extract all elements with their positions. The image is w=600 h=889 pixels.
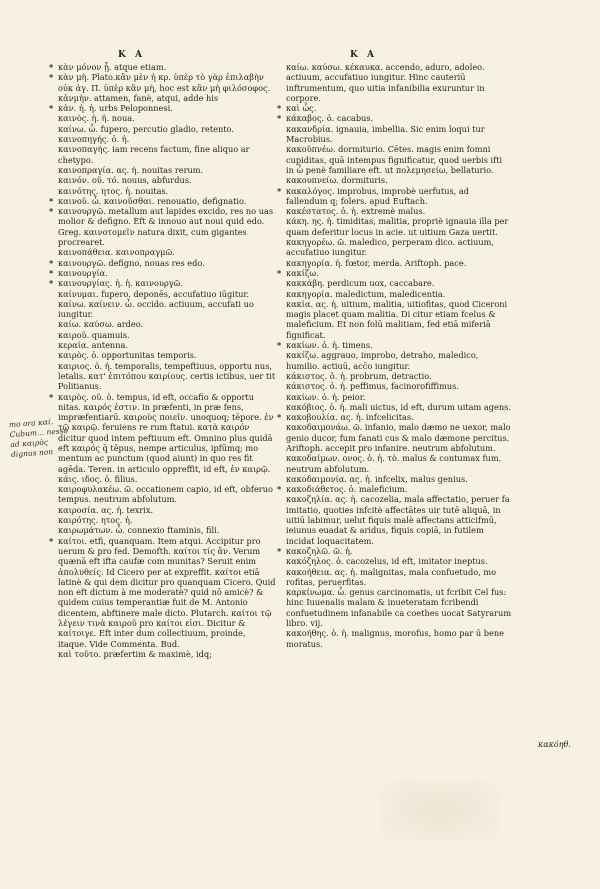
dictionary-entry — [286, 402, 512, 412]
dictionary-entry — [49, 391, 276, 474]
entry-text: κακοβουλία. ας. ἡ. infcelicitas. — [286, 412, 414, 423]
entry-text: κακίζω. — [286, 267, 319, 278]
dictionary-entry — [58, 319, 276, 329]
asterisk-marker: * — [277, 103, 282, 114]
entry-text: κακοδαιμονία. ας. ἡ. infcelix, malus genius. — [286, 473, 468, 484]
entry-text: καινοπαγής. iam recens factum, fine aliquo ar chetypo. — [58, 144, 250, 165]
entry-text: κάκη. ης. ἡ. timiditas, malitia, propriè ignauia illa per quam deferitur locus in acie. ut uitium Gaza uertit. — [286, 216, 509, 237]
entry-text: καίνω. καίνειν. ὦ. occido. actiuum, accufati uo iungitur. — [58, 298, 254, 320]
entry-text: κακηγορία. ἡ. fœtor, merda. Ariftoph. pace. — [286, 257, 467, 268]
dictionary-entry — [277, 412, 512, 423]
entry-text: κακκάβη. perdicum uox, caccabare. — [286, 278, 435, 289]
entry-text: καινουργῶ. defigno, nouas res edo. — [58, 257, 205, 268]
dictionary-entry — [277, 103, 512, 114]
entry-text: κακίων. ὁ. ἡ. timens. — [286, 340, 373, 351]
entry-text: κακανδρία. ignauia, imbellia. Sic enim loqui tur Macrobius. — [286, 123, 485, 145]
asterisk-marker: * — [49, 103, 54, 114]
entry-text: κάκιστος. ὁ. ἡ. peffimus, facinorofiffimus. — [286, 381, 459, 392]
entry-text: κακοϋπνέω. dormiturio. Cētes. magis enim fomni cupiditas, quā intempus fignificatur, quod uerbis ifti in ὦ penè familiare eft. ut πολεμησείω, bellaturio. — [286, 144, 503, 175]
dictionary-entry — [277, 185, 512, 207]
dictionary-entry — [58, 299, 276, 320]
entry-text: κἀνμὴν. attamen, fanè, atqui, adde his — [58, 92, 219, 103]
asterisk-marker: * — [277, 267, 282, 278]
dictionary-entry — [58, 113, 276, 123]
entry-text: κακαλόγος. improbus, improbè uerfutus, ad fallendum q; folers. apud Euftach. — [286, 185, 469, 206]
dictionary-entry — [286, 628, 512, 649]
dictionary-entry — [58, 350, 276, 360]
dictionary-entry — [286, 237, 512, 258]
dictionary-entry — [49, 62, 276, 72]
entry-text: κἀν. ἡ. ἡ. urbs Peloponnesi. — [58, 103, 173, 114]
dictionary-entry — [58, 484, 276, 505]
entry-text: καιρὸς. ὁ. opportunitas temporis. — [58, 350, 197, 361]
entry-text: καινὸς. ἡ. ἡ. noua. — [58, 113, 135, 124]
entry-text: καρκίνωμα. ὦ. genus carcinomatis, ut fcribit Cel fus: hinc Iuuenalis malam & inueteratam fcribendi confuetudinem infanabile ca coethes uocat Satyrarum libro. vij. — [286, 587, 512, 629]
entry-text: κακοδαίμων. ονος. ὁ. ἡ. τὸ. malus & contumax fum. neutrum abfolutum. — [286, 453, 502, 474]
dictionary-entry — [58, 165, 276, 175]
dictionary-entry — [277, 267, 512, 278]
dictionary-entry — [58, 505, 276, 515]
entry-text: κακοζηλῶ. ῶ. ἡ. — [286, 545, 353, 556]
entry-text: κακίων. ὁ. ἡ. peior. — [286, 391, 366, 402]
dictionary-entry — [286, 216, 512, 237]
entry-text: καιρωμάτων. ὦ. connexio ftaminis, fili. — [58, 525, 220, 536]
dictionary-entry — [286, 62, 512, 103]
entry-text: κάκιστος. ὁ. ἡ. probrum, detractio. — [286, 370, 432, 381]
asterisk-marker: * — [49, 195, 54, 206]
dictionary-entry — [58, 649, 276, 659]
asterisk-marker: * — [277, 185, 282, 196]
entry-text: καινοπραγία. ας. ἡ. nouitas rerum. — [58, 164, 204, 175]
asterisk-marker: * — [49, 72, 54, 83]
entry-text: καίνυμαι. fupero. deponēs, accufatiuo iūgitur. — [58, 288, 250, 299]
entry-text: καὶ τοῦτο. præfertim & maximè, idq; — [58, 648, 212, 659]
dictionary-entry — [58, 515, 276, 525]
entry-text: καίω. καύσω. ardeo. — [58, 319, 144, 330]
dictionary-entry — [49, 535, 276, 649]
entry-text: κακοήθης. ὁ. ἡ. malignus, morofus, homo par ū bene moratus. — [286, 628, 505, 649]
dictionary-entry — [286, 381, 512, 391]
dictionary-entry — [277, 113, 512, 124]
asterisk-marker: * — [277, 340, 282, 351]
entry-text: κακουπνείω. dormituris. — [286, 175, 388, 186]
dictionary-entry — [286, 144, 512, 175]
asterisk-marker: * — [49, 206, 54, 217]
dictionary-entry — [286, 278, 512, 288]
entry-text: καινοῦ. ὦ. καινοῦσθαι. renouatio, defignatio. — [58, 195, 247, 206]
dictionary-entry — [286, 494, 512, 545]
dictionary-entry — [277, 545, 512, 556]
entry-text: κακοδιάθετος. ὁ. maleficium. — [286, 484, 408, 495]
dictionary-entry — [58, 525, 276, 535]
dictionary-entry — [286, 474, 512, 484]
dictionary-entry — [58, 144, 276, 165]
dictionary-entry — [58, 289, 276, 299]
entry-text: καίτοι. etfi, quanquam. Item atqui. Accipitur pro uerum & pro fed. Demofth. καίτοι τίς ἂν. Verum quænā eft ifta caufæ com munitas? Seruit enim ἀπολυθείς. Id Cicero per at expreffit. καίτοι etiā latinè & qui dem dicitur pro quanquam Cicero. Quid non eft dictum à me moderatè? quid nō amicè? & quidem cuius temperantiæ fuit de M. Antonio dicentem, abftinere male dicto. Plutarch. καίτοι τῷ λέγειν τινὰ καιροῦ pro καίτοι εἰσι. Dicitur & καίτοιγε. Eft inter dum collectiuum, proinde, itaque. Vide Commenta. Bud. — [58, 535, 276, 649]
dictionary-entry — [286, 299, 512, 340]
asterisk-marker: * — [277, 484, 282, 495]
entry-text: καινουργίας. ἡ. ἡ. καινουργῶ. — [58, 278, 183, 289]
dictionary-entry — [286, 567, 512, 588]
paper-stain — [380, 780, 500, 840]
entry-text: καιροφυλακέω. ῶ. occationem capio, id eft, obferuo tempus. neutrum abfolutum. — [58, 484, 273, 505]
entry-text: κακηγορία. maledictum, maledicentia. — [286, 288, 446, 299]
dictionary-entry — [49, 278, 276, 289]
asterisk-marker: * — [49, 267, 54, 278]
entry-text: κάις. ιδος. ὁ. filius. — [58, 473, 138, 484]
dictionary-entry — [286, 258, 512, 268]
asterisk-marker: * — [49, 257, 54, 268]
asterisk-marker: * — [277, 113, 282, 124]
entry-text: κακόζηλος. ὁ. cacozelus, id eft, imitator ineptus. — [286, 556, 488, 567]
entry-text: καιριος. ὁ. ἡ. temporalis, tempeftiuus, opportu nus, letalis. κατ' ἐπιτόπου καιρίους. certis ictibus, uer tit Politianus. — [58, 360, 276, 392]
left-column — [49, 62, 276, 659]
entry-text: καινόν. οῦ. τό. nouus, abfurdus. — [58, 175, 192, 186]
catchword: κακόηθ. — [538, 740, 571, 749]
entry-text: καιροῦ. quamuis. — [58, 329, 130, 340]
entry-text: κακοήθεια. ας. ἡ. malignitas, mala confuetudo, mo rofitas, peruerfitas. — [286, 566, 497, 587]
dictionary-entry — [277, 484, 512, 495]
dictionary-entry — [58, 330, 276, 340]
dictionary-entry — [49, 257, 276, 268]
dictionary-entry — [286, 350, 512, 371]
entry-text: καὶ ὧς. — [286, 103, 317, 114]
entry-text: καίνω. ὦ. fupero, percutio gladio, retento. — [58, 123, 234, 134]
dictionary-entry — [58, 93, 276, 103]
dictionary-entry — [286, 556, 512, 566]
dictionary-entry — [49, 103, 276, 114]
dictionary-entry — [286, 371, 512, 381]
dictionary-entry — [49, 72, 276, 93]
entry-text: καιρότης. ητος. ἡ. — [58, 515, 133, 526]
dictionary-entry — [286, 289, 512, 299]
header-right-mark: K A — [350, 50, 377, 60]
entry-text: κακία. ας. ἡ. uitium, malitia, uitiofitas, quod Ciceroni magis placet quam malitia. Di citur etiam fcelus & maleficium. Et non folū malitiam, fed etiā miferiā fignificat. — [286, 298, 508, 340]
entry-text: κὰν μόνον ᾗ. atque etiam. — [58, 62, 167, 72]
entry-text: καίω. καύσω. κέκαυκα. accendo, aduro, adoleo. actiuum, accufatiuo iungitur. Hinc cauteriū inftrumentum, quo uitia infanibilia exuruntur in corpore. — [286, 62, 485, 103]
asterisk-marker: * — [49, 278, 54, 289]
dictionary-entry — [286, 206, 512, 216]
dictionary-entry — [286, 422, 512, 453]
dictionary-entry — [49, 206, 276, 248]
dictionary-entry — [58, 186, 276, 196]
entry-text: καιροσία. ας. ἡ. texrix. — [58, 504, 154, 515]
entry-text: κακέστατος. ὁ. ἡ. extremè malus. — [286, 206, 426, 217]
right-column — [277, 62, 512, 649]
asterisk-marker: * — [277, 545, 282, 556]
entry-text: κακίζω. aggrauo, improbo, detraho, maledico, humilio. actiuū, acc̄o iungitur. — [286, 350, 479, 371]
entry-text: καιρὸς. οῦ. ὁ. tempus, id eft, occafio & opportu nitas. καιρός ἐστιν. in præfenti, in præ fens, impræfentiarū. καιροὺς ποιεῖν. unoquoq; tēpore. ἐν τῷ καιρῷ. feruiens re rum ftatui. κατὰ καιρόν dicitur quod intem peftiuum eft. Omnino plus quidā eft καιρός q̄ tēpus, nempe articulus, ipfūmq; mo mentum ac punctum (quod aiunt) in quo res fit agēda. Teren. in articulo oppreffit, id eft, ἐν καιρῷ. — [58, 391, 274, 474]
entry-text: κάκαβος. ὁ. cacabus. — [286, 113, 374, 124]
asterisk-marker: * — [277, 412, 282, 423]
dictionary-entry — [49, 195, 276, 206]
entry-text: κὰν μὴ. Plato.κἂν μὲν ἡ κρ. ὑπὲρ τὸ γὰρ ἐπιλαβὴν οὐκ ἀγ. Π. ὑπὲρ κἂν μὴ, hoc est κἂν μὴ φιλόσοφος. — [58, 72, 271, 93]
dictionary-entry — [286, 453, 512, 474]
dictionary-entry — [58, 124, 276, 134]
dictionary-entry — [277, 340, 512, 351]
dictionary-entry — [58, 340, 276, 350]
entry-text: καινοπηγής. ὁ. ἡ. — [58, 134, 130, 145]
dictionary-entry — [286, 124, 512, 145]
dictionary-entry — [58, 474, 276, 484]
entry-text: κεραία. antenna. — [58, 340, 128, 351]
dictionary-entry — [49, 267, 276, 278]
entry-text: καινότης. ητος. ἡ. nouitas. — [58, 185, 169, 196]
entry-text: κακόβιος. ὁ. ἡ. mali uictus, id eft, durum uitam agens. — [286, 401, 511, 412]
asterisk-marker: * — [49, 535, 54, 546]
asterisk-marker: * — [49, 391, 54, 402]
handwritten-margin-note: mo ora καί. Cubum... nesso ad καιρὸς dignus non — [8, 417, 69, 460]
header-left-mark: K A — [118, 50, 145, 60]
dictionary-entry — [286, 392, 512, 402]
asterisk-marker: * — [49, 62, 54, 72]
entry-text: κακηγορέω. ῶ. maledico, perperam dico. actiuum, accufatiuo iungitur. — [286, 237, 494, 258]
dictionary-entry — [58, 134, 276, 144]
dictionary-entry — [58, 247, 276, 257]
dictionary-entry — [58, 361, 276, 392]
dictionary-entry — [286, 175, 512, 185]
entry-text: καινουργῶ. metallum aut lapides excido, res no uas molior & defigno. Eft & innouo aut noui quid edo. Greg. καινοτομεῖν natura dixit, cum gigantes procrearet. — [58, 206, 274, 248]
entry-text: καινουργία. — [58, 267, 108, 278]
entry-text: κακοδαιμονάω. ῶ. infanio, malo dæmo ne uexor, malo genio ducor, fum fanati cus & malo dæmone percitus. Ariftoph. accepit pro infanire. neutrum abfolutum. — [286, 422, 511, 453]
entry-text: κακοζηλία. ας. ἡ. cacozelia, mala affectatio, peruer fa imitatio, quoties infcitè affectātes uir tutē aliquā, in uitiū labimur, uelut fiquis malè affectans atticifmū, ieiunus euadat & aridus, fiquis copiā, in futilem incidat loquacitatem. — [286, 494, 510, 546]
dictionary-entry — [58, 175, 276, 185]
dictionary-entry — [286, 587, 512, 628]
entry-text: καινοπάθεια. καινοπραγμῶ. — [58, 247, 175, 258]
